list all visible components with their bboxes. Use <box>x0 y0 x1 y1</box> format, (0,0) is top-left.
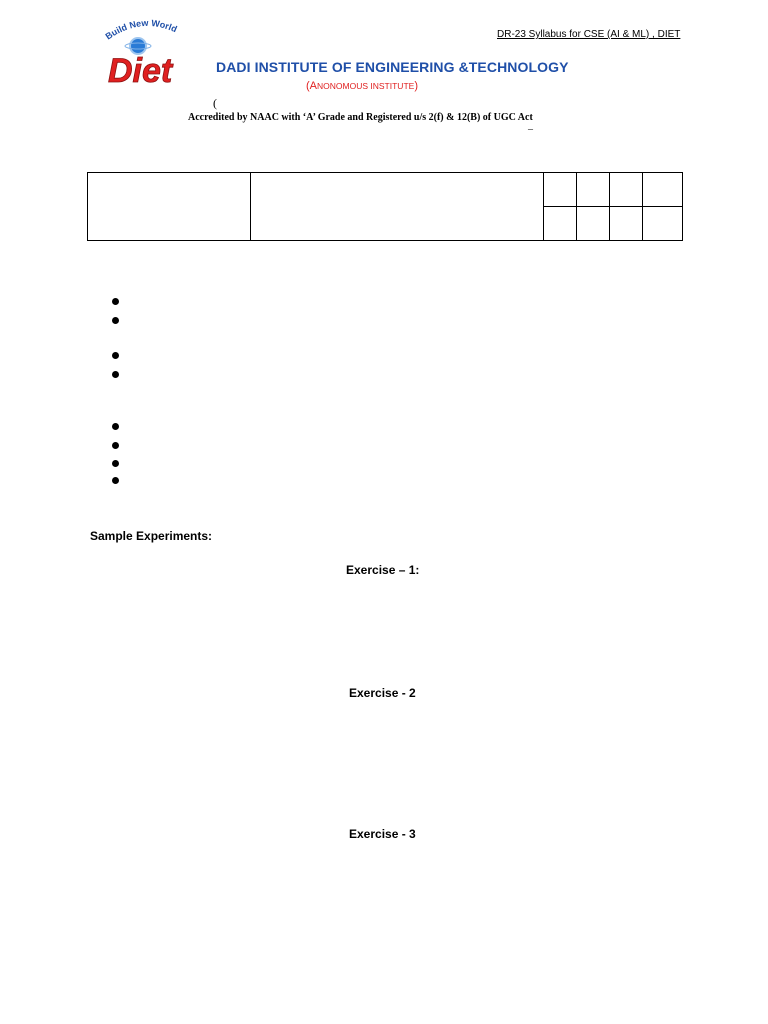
course-info-table <box>87 172 683 241</box>
bullet-list <box>112 0 132 500</box>
logo-tagline: Build New World <box>104 18 179 42</box>
institute-subtitle: (ANONOMOUS INSTITUTE) <box>306 80 418 92</box>
exercise-1-heading: Exercise – 1: <box>346 563 420 577</box>
logo-wordmark: Diet <box>108 52 173 88</box>
open-paren: ( <box>213 96 217 110</box>
bullet-icon <box>112 477 119 484</box>
table-value-cell <box>610 207 643 241</box>
exercise-2-heading: Exercise - 2 <box>349 686 416 700</box>
syllabus-reference: DR-23 Syllabus for CSE (AI & ML) , DIET <box>497 29 681 40</box>
table-header-cell <box>577 173 610 207</box>
table-header-cell <box>610 173 643 207</box>
table-value-cell <box>643 207 683 241</box>
bullet-icon <box>112 371 119 378</box>
exercise-3-heading: Exercise - 3 <box>349 827 416 841</box>
bullet-icon <box>112 298 119 305</box>
bullet-icon <box>112 317 119 324</box>
table-header-cell <box>643 173 683 207</box>
bullet-icon <box>112 352 119 359</box>
accreditation-line: Accredited by NAAC with ‘A’ Grade and Registered u/s 2(f) & 12(B) of UGC Act <box>188 112 533 123</box>
dash-mark: – <box>528 124 533 135</box>
course-title-cell <box>251 173 544 241</box>
table-header-cell <box>544 173 577 207</box>
bullet-icon <box>112 460 119 467</box>
table-value-cell <box>577 207 610 241</box>
institute-name: DADI INSTITUTE OF ENGINEERING &TECHNOLOGY <box>216 59 569 75</box>
bullet-icon <box>112 442 119 449</box>
table-value-cell <box>544 207 577 241</box>
bullet-icon <box>112 423 119 430</box>
sample-experiments-heading: Sample Experiments: <box>90 529 213 543</box>
